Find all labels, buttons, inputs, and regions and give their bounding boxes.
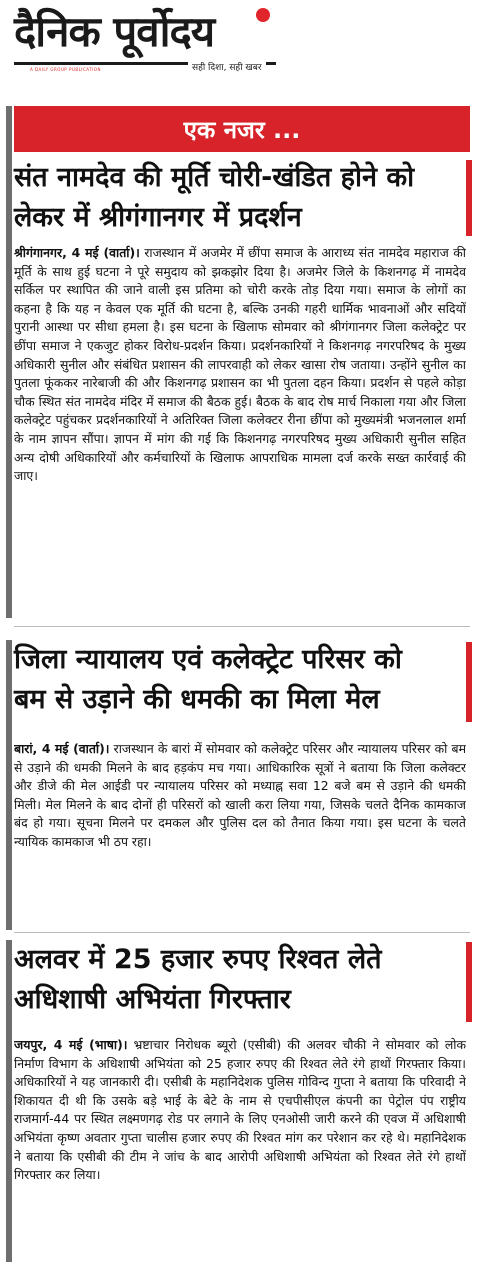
- divider: [14, 932, 470, 933]
- section-bar: [6, 106, 12, 618]
- headline-line: लेकर में श्रीगंगानगर में प्रदर्शन: [14, 202, 302, 233]
- headline-line: अधिशाषी अभियंता गिरफ्तार: [14, 984, 291, 1015]
- headline-accent: [466, 642, 472, 722]
- article-body: [14, 1036, 466, 1260]
- masthead-small-print: A DAILY GROUP PUBLICATION: [30, 67, 101, 72]
- article-headline: [14, 158, 464, 238]
- article-body: [14, 740, 466, 926]
- headline-accent: [466, 942, 472, 1022]
- article-dateline: बारां, 4 मई (वार्ता)।: [14, 741, 110, 756]
- logo-dot-icon: [256, 8, 270, 22]
- section-bar: [6, 640, 12, 930]
- headline-line: जिला न्यायालय एवं कलेक्ट्रेट परिसर को: [14, 644, 402, 675]
- article-text: राजस्थान में अजमेर में छींपा समाज के आराध्य संत नामदेव महाराज की मूर्ति के साथ हुई घटना ने पूरे समुदाय को झकझोर दिया है। अजमेर जिले के किशनगढ़ में नामदेव सर्किल पर स्थापित की जाने वाली इस प्रतिमा को चोरी करके तोड़ दिया गया। समाज के लोगों का कहना है कि यह न केवल एक मूर्ति की घटना है, बल्कि उनकी गहरी धार्मिक भावनाओं और सदियों पुरानी आस्था पर सीधा हमला है। इस घटना के खिलाफ सोमवार को श्रीगंगानगर जिला कलेक्ट्रेट पर छींपा समाज ने एकजुट होकर विरोध-प्रदर्शन किया। प्रदर्शनकारियों ने किशनगढ़ नगरपरिषद के मुख्य अधिकारी सुनील और संबंधित प्रशासन की लापरवाही को लेकर खासा रोष जताया। उन्होंने सुनील का पुतला फूंककर नारेबाजी की और किशनगढ़ प्रशासन का भी पुतला दहन किया। प्रदर्शन से पहले कोड़ा चौक स्थित संत नामदेव मंदिर में समाज की बैठक हुई। बैठक के बाद रोष मार्च निकाला गया और जिला कलेक्ट्रेट पहुंचकर प्रदर्शनकारियों ने अतिरिक्त जिला कलेक्टर रीना छींपा को मुख्यमंत्री भजनलाल शर्मा के नाम ज्ञापन सौंपा। ज्ञापन में मांग की गई कि किशनगढ़ नगरपरिषद मुख्य अधिकारी सुनील सहित अन्य दोषी अधिकारियों और कर्मचारियों के खिलाफ आपराधिक मामला दर्ज करके सख्त कार्रवाई की जाए।: [14, 245, 466, 484]
- article-headline: [14, 640, 464, 720]
- section-banner: [14, 106, 470, 152]
- divider: [14, 626, 470, 627]
- article-body: [14, 244, 466, 616]
- masthead: [0, 0, 478, 86]
- section-bar: [6, 940, 12, 1262]
- article-dateline: जयपुर, 4 मई (भाषा)।: [14, 1037, 128, 1052]
- headline-accent: [466, 160, 472, 236]
- section-banner-label: एक नजर ...: [183, 116, 301, 144]
- headline-line: बम से उड़ाने की धमकी का मिला मेल: [14, 684, 380, 715]
- article-headline: [14, 940, 464, 1020]
- article-dateline: श्रीगंगानगर, 4 मई (वार्ता)।: [14, 245, 140, 260]
- headline-line: संत नामदेव की मूर्ति चोरी-खंडित होने को: [14, 162, 415, 193]
- article-text: भ्रष्टाचार निरोधक ब्यूरो (एसीबी) की अलवर चौकी ने सोमवार को लोक निर्माण विभाग के अधिशाषी अभियंता को 25 हजार रुपए की रिश्वत लेते रंगे हाथों गिरफ्तार किया। अधिकारियों ने यह जानकारी दी। एसीबी के महानिदेशक पुलिस गोविन्द गुप्ता ने बताया कि परिवादी ने शिकायत दी थी कि उसके बड़े भाई के बेटे के नाम से एचपीसीएल कंपनी का पेट्रोल पंप राष्ट्रीय राजमार्ग-44 पर स्थित लक्ष्मणगढ़ रोड पर लगाने के लिए एनओसी जारी करने की एवज में अधिशाषी अभियंता कृष्ण अवतार गुप्ता चालीस हजार रुपए की रिश्वत मांग कर परेशान कर रहे थे। महानिदेशक ने बताया कि एसीबी की टीम ने जांच के बाद आरोपी अधिशाषी अभियंता को रिश्वत लेते रंगे हाथों गिरफ्तार कर लिया।: [14, 1037, 466, 1183]
- headline-line: अलवर में 25 हजार रुपए रिश्वत लेते: [14, 944, 382, 975]
- article-text: राजस्थान के बारां में सोमवार को कलेक्ट्रेट परिसर और न्यायालय परिसर को बम से उड़ाने की धमकी मिलने के बाद हड़कंप मच गया। आधिकारिक सूत्रों ने बताया कि जिला कलेक्टर और डीजे की मेल आईडी पर न्यायालय परिसर को मध्याह्न सवा 12 बजे बम से उड़ाने की धमकी मिली। मेल मिलने के बाद दोनों ही परिसरों को खाली करा लिया गया, जिसके चलते दैनिक कामकाज बंद हो गया। सूचना मिलने पर दमकल और पुलिस दल को तैनात किया गया। इस घटना के चलते न्यायिक कामकाज भी ठप रहा।: [14, 741, 466, 849]
- masthead-tagline: सही दिशा, सही खबर: [188, 60, 266, 73]
- masthead-title: दैनिक पूर्वोदय: [14, 7, 215, 56]
